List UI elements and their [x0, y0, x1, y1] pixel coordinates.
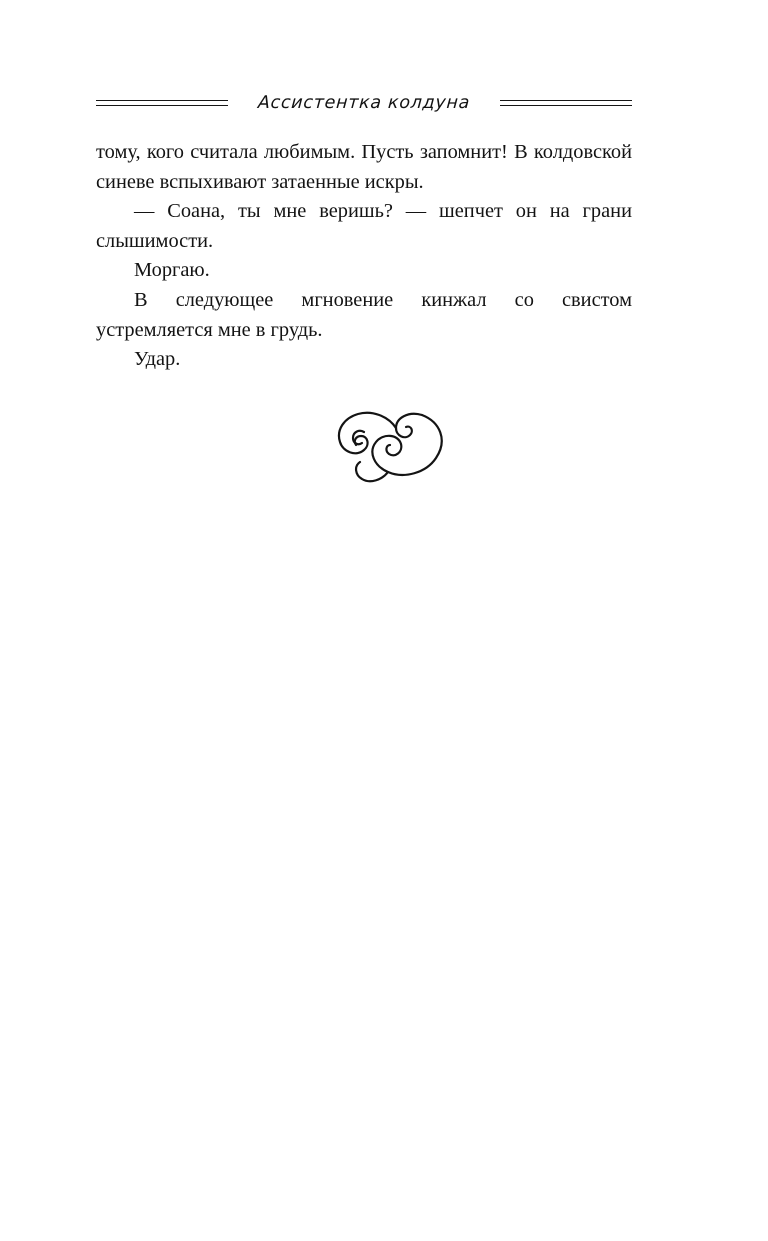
header-rule-right — [500, 99, 632, 108]
page-body — [96, 138, 632, 375]
page-header — [96, 86, 632, 120]
paragraph: — Соана, ты мне веришь? — шепчет он на грани слышимости. — [96, 200, 632, 252]
paragraph: тому, кого считала любимым. Пусть запомнит! В колдовской синеве вспыхивают затаенные искры. — [96, 141, 632, 193]
header-rule-left — [96, 99, 228, 108]
swirl-flourish-icon — [304, 402, 464, 502]
swirl-flourish-ornament — [0, 402, 768, 502]
paragraph: Моргаю. — [134, 259, 210, 282]
running-head-title: Ассистентка колдуна — [257, 93, 471, 113]
paragraph: В следующее мгновение кинжал со свистом устремляется мне в грудь. — [96, 288, 632, 341]
paragraph: Удар. — [134, 348, 181, 371]
